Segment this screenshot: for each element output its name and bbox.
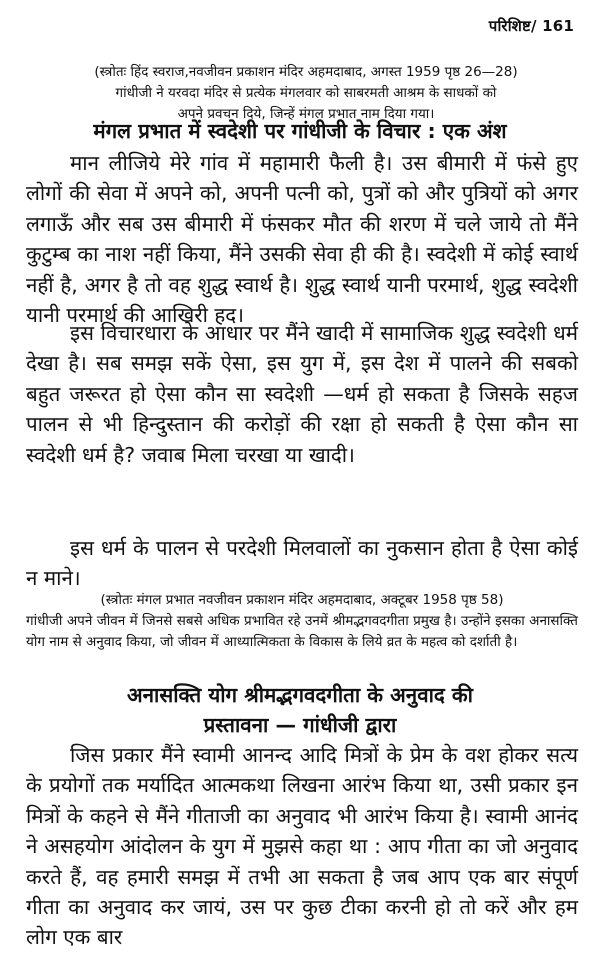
note-text: गांधीजी अपने जीवन में जिनसे सबसे अधिक प्रभावित रहे उनमें श्रीमद्भगवदगीता प्रमुख है। उन्होंने इसका अनासक्ति योग नाम से अनुवाद किया, जो जीवन में आध्यात्मिकता के विकास के लिये व्रत के महत्व को दर्शाती है। xyxy=(26,613,578,650)
body-section xyxy=(26,318,578,470)
body-section xyxy=(26,148,578,330)
source-citation: (स्त्रोतः हिंद स्वराज,नवजीवन प्रकाशन मंदिर अहमदाबाद, अगस्त 1959 पृष्ठ 26—28) xyxy=(94,64,518,80)
body-section xyxy=(26,533,578,594)
heading-line: प्रस्तावना — गांधीजी द्वारा xyxy=(203,713,397,737)
section-heading: मंगल प्रभात में स्वदेशी पर गांधीजी के विचार : एक अंश xyxy=(93,119,507,143)
paragraph: मान लीजिये मेरे गांव में महामारी फैली है। उस बीमारी में फंसे हुए लोगों की सेवा में अपने को, अपनी पत्नी को, पुत्रों को और पुत्रियों को अगर लगाऊँ और सब उस बीमारी में फंसकर मौत की शरण में चले जाये तो मैंने कुटुम्ब का नाश नहीं किया, मैंने उसकी सेवा ही की है। स्वदेशी में कोई स्वार्थ नहीं है, अगर है तो वह शुद्ध स्वार्थ है। शुद्ध स्वार्थ यानी परमार्थ, शुद्ध स्वदेशी यानी परमार्थ की आखिरी हद। xyxy=(26,151,578,328)
heading-line: अनासक्ति योग श्रीमद्भगवदगीता के अनुवाद की xyxy=(127,683,473,707)
page-header: परिशिष्ट/ 161 xyxy=(488,17,574,35)
note-text: गांधीजी ने यरवदा मंदिर से प्रत्येक मंगलवार को साबरमती आश्रम के साधकों को xyxy=(115,85,497,101)
paragraph: इस धर्म के पालन से परदेशी मिलवालों का नुकसान होता है ऐसा कोई न माने। xyxy=(26,536,578,591)
note-text-continued: अपने प्रवचन दिये, जिन्हें मंगल प्रभात नाम दिया गया। xyxy=(177,106,435,122)
body-section xyxy=(26,740,578,953)
paragraph: इस विचारधारा के आधार पर मैंने खादी में सामाजिक शुद्ध स्वदेशी धर्म देखा है। सब समझ सकें ऐसा, इस युग में, इस देश में पालने की सबको बहुत जरूरत हो ऐसा कौन सा स्वदेशी —धर्म हो सकता है जिसके सहज पालन से भी हिन्दुस्तान की करोड़ों की रक्षा हो सकती है ऐसा कौन सा स्वदेशी धर्म है? जवाब मिला चरखा या खादी। xyxy=(26,321,578,467)
section-heading xyxy=(20,680,580,740)
paragraph: जिस प्रकार मैंने स्वामी आनन्द आदि मित्रों के प्रेम के वश होकर सत्य के प्रयोगों तक मर्यादित आत्मकथा लिखना आरंभ किया था, उसी प्रकार इन मित्रों के कहने से मैंने गीताजी का अनुवाद भी आरंभ किया है। स्वामी आनंद ने असहयोग आंदोलन के युग में मुझसे कहा था : आप गीता का जो अनुवाद करते हैं, वह हमारी समझ में तभी आ सकता है जब आप एक बार संपूर्ण गीता का अनुवाद कर जायं, उस पर कुछ टीका करनी हो तो करें और हम लोग एक बार xyxy=(26,743,578,950)
source-note-2 xyxy=(26,590,578,653)
source-citation: (स्त्रोतः मंगल प्रभात नवजीवन प्रकाशन मंदिर अहमदाबाद, अक्टूबर 1958 पृष्ठ 58) xyxy=(100,592,504,608)
